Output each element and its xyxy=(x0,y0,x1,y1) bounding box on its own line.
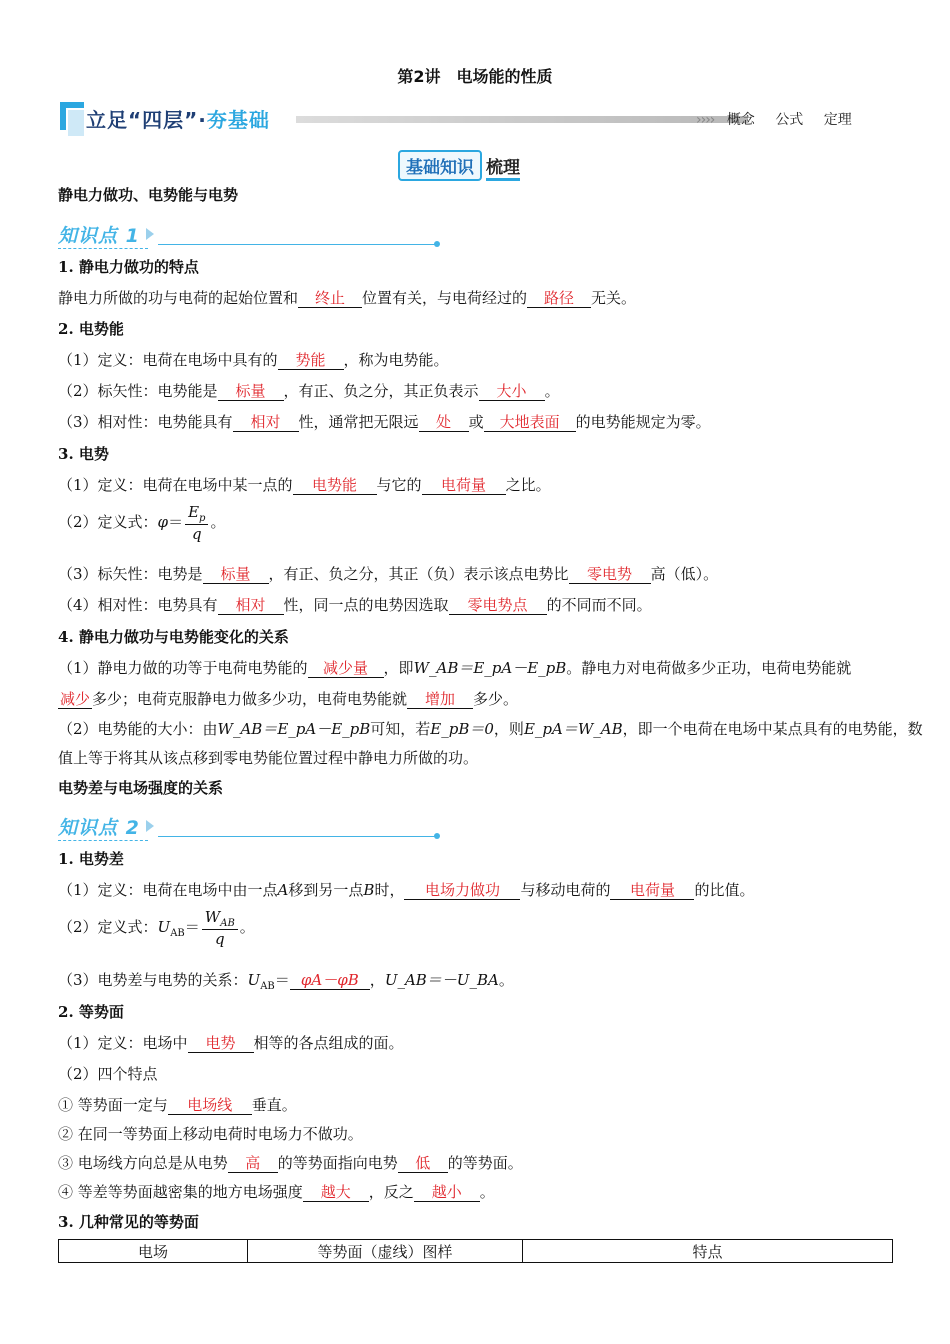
banner-tags: ›››› 概念 公式 定理 xyxy=(696,112,852,128)
t1-line-2: （2）定义式：$U_{AB}=$ $\frac{W_{AB}}{q}$ 。 xyxy=(58,908,255,948)
t2-line-4: ② 在同一等势面上移动电荷时电场力不做功。 xyxy=(58,1125,363,1143)
t1-line-1: （1）定义：电荷在电场中由一点A移到另一点B时， 电场力做功 与移动电荷的 电荷量 的比值。 xyxy=(58,881,755,899)
table-header-row xyxy=(59,1240,893,1263)
chevrons-icon: ›››› xyxy=(696,112,715,128)
t2-line-5: ③ 电场线方向总是从电势 高 的等势面指向电势 低 的等势面。 xyxy=(58,1154,523,1172)
s3-line-4: （4）相对性：电势具有 相对 性，同一点的电势因选取 零电势点 的不同而不同。 xyxy=(58,596,652,614)
banner-divider xyxy=(296,116,748,123)
table-header-cell: 等势面（虚线）图样 xyxy=(248,1240,523,1263)
s4-line-1: （1）静电力做的功等于电荷电势能的 减少量 ，即W_AB＝E_pA－E_pB。静电力对电荷做多少正功，电荷电势能就 xyxy=(58,659,852,677)
table-header-cell: 电场 xyxy=(59,1240,248,1263)
section-2-title: 2. 电势能 xyxy=(58,320,124,338)
play-icon xyxy=(146,820,154,832)
section-3-title: 3. 电势 xyxy=(58,445,109,463)
section-label: 基础知识 梳理 xyxy=(398,150,520,178)
section-t2-title: 2. 等势面 xyxy=(58,1003,124,1021)
s2-line-3: （3）相对性：电势能具有 相对 性，通常把无限远 处 或 大地表面 的电势能规定为零。 xyxy=(58,413,711,431)
section-1-title: 1. 静电力做功的特点 xyxy=(58,258,199,276)
t2-line-6: ④ 等差等势面越密集的地方电场强度 越大 ，反之 越小 。 xyxy=(58,1183,495,1201)
t1-line-3: （3）电势差与电势的关系：$U_{AB}= \varphi A-\varphi B$ ，U_AB＝－U_BA。 xyxy=(58,971,514,992)
t2-line-2: （2）四个特点 xyxy=(58,1065,158,1083)
section-banner xyxy=(58,100,898,138)
section-4-title: 4. 静电力做功与电势能变化的关系 xyxy=(58,628,289,646)
banner-corner-icon xyxy=(58,100,88,138)
equipotential-table xyxy=(58,1239,893,1263)
s2-line-2: （2）标矢性：电势能是 标量 ，有正、负之分，其正负表示 大小 。 xyxy=(58,382,560,400)
s2-line-1: （1）定义：电荷在电场中具有的 势能 ，称为电势能。 xyxy=(58,351,449,369)
s4-line-3: （2）电势能的大小：由W_AB＝E_pA－E_pB可知，若E_pB＝0，则E_pA＝W_AB，即一个电荷在电场中某点具有的电势能，数 xyxy=(58,720,923,738)
knowledge-point-2: 知识点 2 xyxy=(58,813,443,843)
s4-line-4: 值上等于将其从该点移到零电势能位置过程中静电力所做的功。 xyxy=(58,749,479,767)
heading-2: 电势差与电场强度的关系 xyxy=(58,779,224,797)
section-t3-title: 3. 几种常见的等势面 xyxy=(58,1213,199,1231)
page-title: 第2讲 电场能的性质 xyxy=(397,67,553,86)
play-icon xyxy=(146,228,154,240)
s4-line-2: 减少 多少；电荷克服静电力做多少功，电荷电势能就 增加 多少。 xyxy=(59,690,519,708)
s3-line-1: （1）定义：电荷在电场中某一点的 电势能 与它的 电荷量 之比。 xyxy=(58,476,551,494)
s3-line-2: （2）定义式：φ＝ $\frac{E_p}{q}$ 。 xyxy=(58,503,226,543)
s3-line-3: （3）标矢性：电势是 标量 ，有正、负之分，其正（负）表示该点电势比 零电势 高（低）。 xyxy=(58,565,719,583)
voltage-fraction: $\frac{W_{AB}}{q}$ xyxy=(202,908,238,948)
t2-line-1: （1）定义：电场中 电势 相等的各点组成的面。 xyxy=(58,1034,404,1052)
heading-1: 静电力做功、电势能与电势 xyxy=(58,186,239,204)
banner-title: 立足“四层”·夯基础 xyxy=(86,108,270,132)
table-header-cell: 特点 xyxy=(523,1240,893,1263)
potential-fraction: $\frac{E_p}{q}$ xyxy=(185,503,208,543)
section-t1-title: 1. 电势差 xyxy=(58,850,124,868)
knowledge-point-1: 知识点 1 xyxy=(58,221,443,251)
s1-line: 静电力所做的功与电荷的起始位置和 终止 位置有关，与电荷经过的 路径 无关。 xyxy=(58,289,637,307)
t2-line-3: ① 等势面一定与 电场线 垂直。 xyxy=(58,1096,297,1114)
